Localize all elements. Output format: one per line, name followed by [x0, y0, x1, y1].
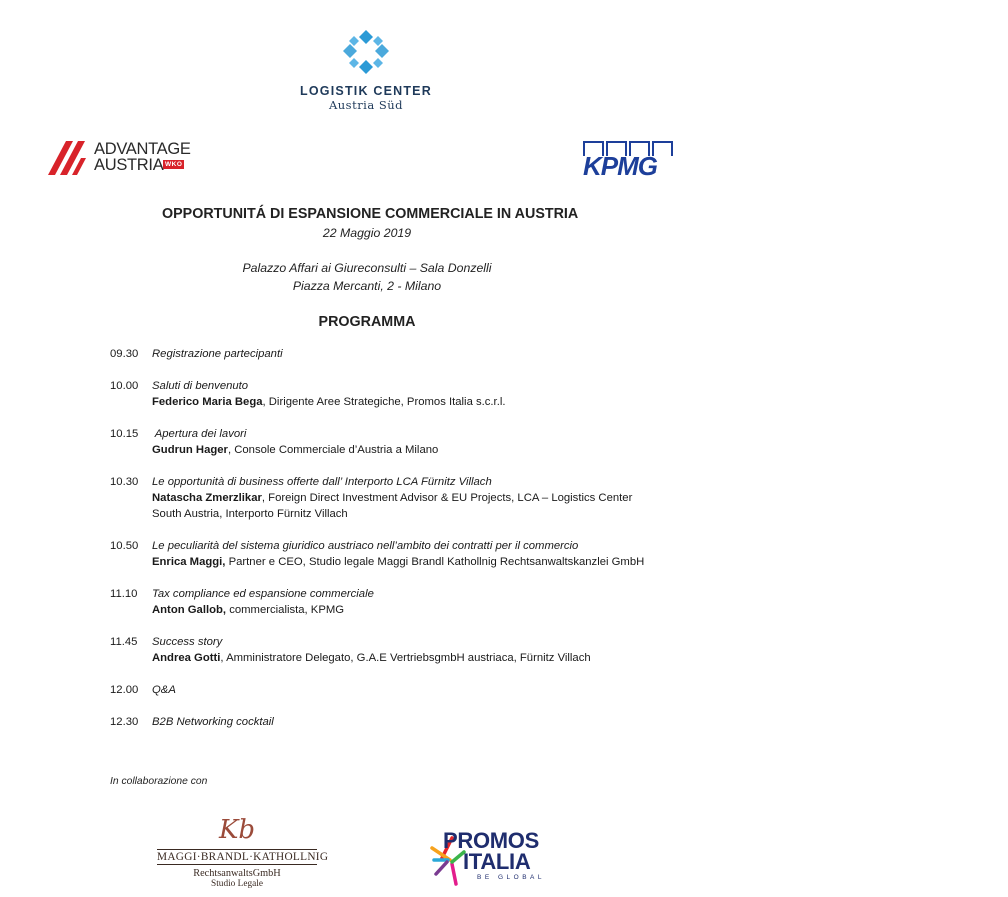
event-address: Piazza Mercanti, 2 - Milano: [292, 279, 442, 293]
promos-italia-logo: [430, 830, 560, 890]
promos-line: PROMOS: [443, 828, 539, 853]
advantage-austria-logo: [48, 141, 198, 177]
agenda-speaker: Federico Maria Bega: [152, 396, 263, 408]
agenda-topic: Q&A: [152, 684, 176, 696]
agenda-time: 12.30: [110, 716, 139, 728]
agenda-item: [110, 474, 710, 522]
agenda-topic: Saluti di benvenuto: [152, 380, 249, 392]
austria-line: AUSTRIA: [94, 156, 164, 174]
agenda-role: , Console Commerciale d’Austria a Milano: [227, 444, 439, 456]
logistik-center-logo: [300, 28, 432, 112]
agenda-item: [110, 378, 710, 410]
agenda-time: 12.00: [110, 684, 139, 696]
agenda-list: [110, 346, 710, 730]
agenda-item: [110, 634, 710, 666]
agenda-item: [110, 426, 710, 458]
agenda-time: 10.15: [110, 428, 139, 440]
mbk-studio: Studio Legale: [211, 879, 263, 889]
agenda-speaker: Gudrun Hager: [152, 444, 228, 456]
agenda-time: 10.30: [110, 476, 139, 488]
promos-tagline: BE GLOBAL: [477, 874, 545, 881]
agenda-speaker: Anton Gallob,: [152, 604, 227, 616]
agenda-speaker: Natascha Zmerzlikar: [152, 492, 262, 504]
agenda-topic: Registrazione partecipanti: [152, 348, 283, 360]
mbk-gmbh: RechtsanwaltsGmbH: [193, 868, 281, 879]
advantage-line: ADVANTAGE: [94, 140, 191, 158]
agenda-topic: Le peculiarità del sistema giuridico austriaco nell’ambito dei contratti per il commercio: [152, 540, 579, 552]
event-date: 22 Maggio 2019: [322, 226, 412, 240]
agenda-topic: Success story: [152, 636, 223, 648]
wko-badge: WKO: [165, 161, 183, 168]
promos-text: [443, 830, 539, 872]
agenda-item: [110, 682, 710, 698]
mbk-names: MAGGI·BRANDL·KATHOLLNIG: [157, 851, 329, 863]
agenda-topic: Tax compliance ed espansione commerciale: [152, 588, 374, 600]
advantage-austria-mark-icon: [48, 141, 92, 175]
agenda-time: 10.50: [110, 540, 139, 552]
agenda-speaker: Enrica Maggi,: [152, 556, 226, 568]
agenda-time: 11.10: [110, 588, 138, 600]
agenda-item: [110, 346, 710, 362]
programma-heading: PROGRAMMA: [318, 314, 416, 330]
agenda-item: [110, 586, 710, 618]
logistik-center-name: LOGISTIK CENTER: [300, 84, 432, 98]
agenda-item: [110, 538, 710, 570]
event-title: OPPORTUNITÁ DI ESPANSIONE COMMERCIALE IN AUSTRIA: [162, 206, 579, 222]
mbk-monogram: Kb: [218, 815, 256, 845]
kpmg-word: KPMG: [583, 151, 657, 181]
agenda-topic: Le opportunità di business offerte dall’ Interporto LCA Fürnitz Villach: [152, 476, 492, 488]
maggi-brandl-kathollnig-logo: [157, 815, 329, 889]
diamond-arrows-icon: [340, 28, 392, 78]
kpmg-logo: [583, 141, 683, 181]
agenda-role: , Foreign Direct Investment Advisor & EU Projects, LCA – Logistics Center South Austria, Interporto Fürnitz Villach: [152, 492, 633, 520]
agenda-time: 09.30: [110, 348, 139, 360]
agenda-topic: Apertura dei lavori: [152, 428, 247, 440]
agenda-topic: B2B Networking cocktail: [152, 716, 274, 728]
collaboration-label: In collaborazione con: [110, 776, 208, 787]
agenda-time: 11.45: [110, 636, 138, 648]
logistik-center-sub: Austria Süd: [328, 98, 404, 112]
agenda-time: 10.00: [110, 380, 139, 392]
agenda-item: [110, 714, 710, 730]
agenda-role: , Amministratore Delegato, G.A.E VertriebsgmbH austriaca, Fürnitz Villach: [220, 652, 591, 664]
agenda-speaker: Andrea Gotti: [152, 652, 221, 664]
agenda-role: commercialista, KPMG: [226, 604, 345, 616]
event-venue: Palazzo Affari ai Giureconsulti – Sala Donzelli: [242, 261, 492, 275]
agenda-role: , Dirigente Aree Strategiche, Promos Italia s.c.r.l.: [262, 396, 506, 408]
agenda-role: Partner e CEO, Studio legale Maggi Brandl Kathollnig Rechtsanwaltskanzlei GmbH: [225, 556, 645, 568]
italia-line: ITALIA: [463, 849, 531, 874]
